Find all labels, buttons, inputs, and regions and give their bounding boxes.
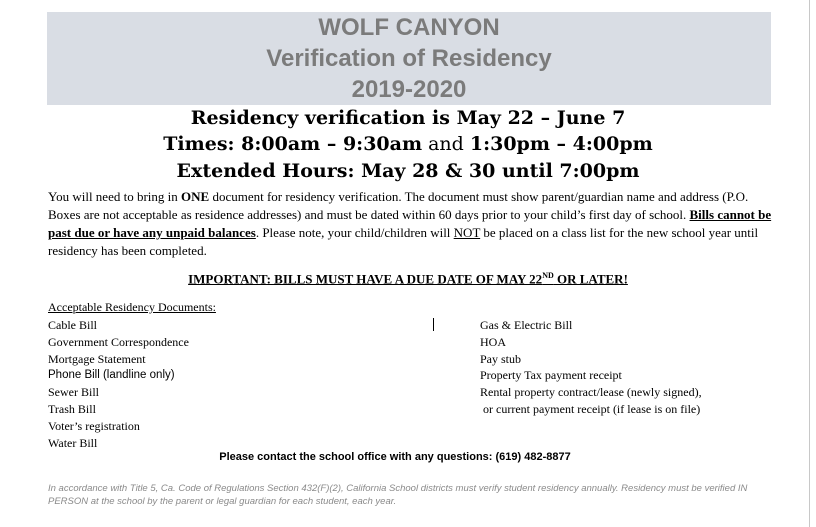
documents-list-title: Acceptable Residency Documents: (48, 300, 216, 314)
list-item: Gas & Electric Bill (480, 318, 573, 332)
verification-times (0, 133, 816, 155)
verification-dates: Residency verification is May 22 – June 7 (190, 107, 626, 129)
times-afternoon: 1:30pm – 4:00pm (469, 133, 653, 155)
legal-footnote: In accordance with Title 5, Ca. Code of Regulations Section 432(F)(2), California School districts must verify student residency annually. Residency must be verified IN PERSON at the school by the parent or legal guardian for each student, each year. (48, 483, 748, 507)
list-item: Pay stub (480, 351, 522, 366)
list-item: Water Bill (48, 435, 98, 450)
list-item: Trash Bill (48, 401, 96, 416)
list-item: HOA (480, 334, 506, 349)
times-and: and (422, 133, 470, 155)
school-name: WOLF CANYON (318, 14, 500, 41)
para-text-4: be placed on a class list for the new school year until residency has been completed. (48, 225, 759, 258)
documents-list-right (480, 317, 702, 418)
page-edge (809, 0, 810, 527)
para-text-2: document for residency verification. The document must show parent/guardian name and address (P.O. Boxes are not acceptable as residence addresses) and must be dated within 60 days prior to your child’s first day of school. (48, 189, 749, 222)
text-cursor (433, 318, 434, 331)
document-title: Verification of Residency (266, 45, 552, 72)
list-item: or current payment receipt (if lease is on file) (480, 401, 701, 416)
para-not-underline: NOT (453, 225, 481, 240)
list-item: Mortgage Statement (48, 351, 146, 366)
important-superscript: ND (542, 271, 554, 280)
list-item: Phone Bill (landline only) (48, 369, 175, 382)
important-text: IMPORTANT: BILLS MUST HAVE A DUE DATE OF MAY 22 (188, 271, 543, 287)
list-item: Cable Bill (48, 318, 97, 332)
list-item: Property Tax payment receipt (480, 368, 622, 383)
extended-hours: Extended Hours: May 28 & 30 until 7:00pm (176, 160, 640, 182)
list-item: Rental property contract/lease (newly signed), (480, 385, 702, 400)
para-one-bold: ONE (181, 189, 210, 204)
documents-list-left (48, 317, 189, 451)
contact-line: Please contact the school office with any questions: (619) 482-8877 (219, 451, 571, 463)
para-text-3: . Please note, your child/children will (255, 225, 454, 240)
para-text-1: You will need to bring in (48, 189, 182, 204)
list-item: Voter’s registration (48, 418, 140, 433)
list-item: Government Correspondence (48, 334, 189, 349)
important-suffix: OR LATER! (553, 271, 628, 287)
important-notice (0, 271, 816, 287)
school-year: 2019-2020 (351, 76, 467, 103)
times-morning: Times: 8:00am – 9:30am (163, 133, 423, 155)
title-banner (47, 12, 771, 105)
instructions-paragraph (48, 188, 772, 260)
para-bills-warning: Bills cannot be past due or have any unpaid balances (48, 207, 772, 240)
list-item: Sewer Bill (48, 385, 99, 400)
